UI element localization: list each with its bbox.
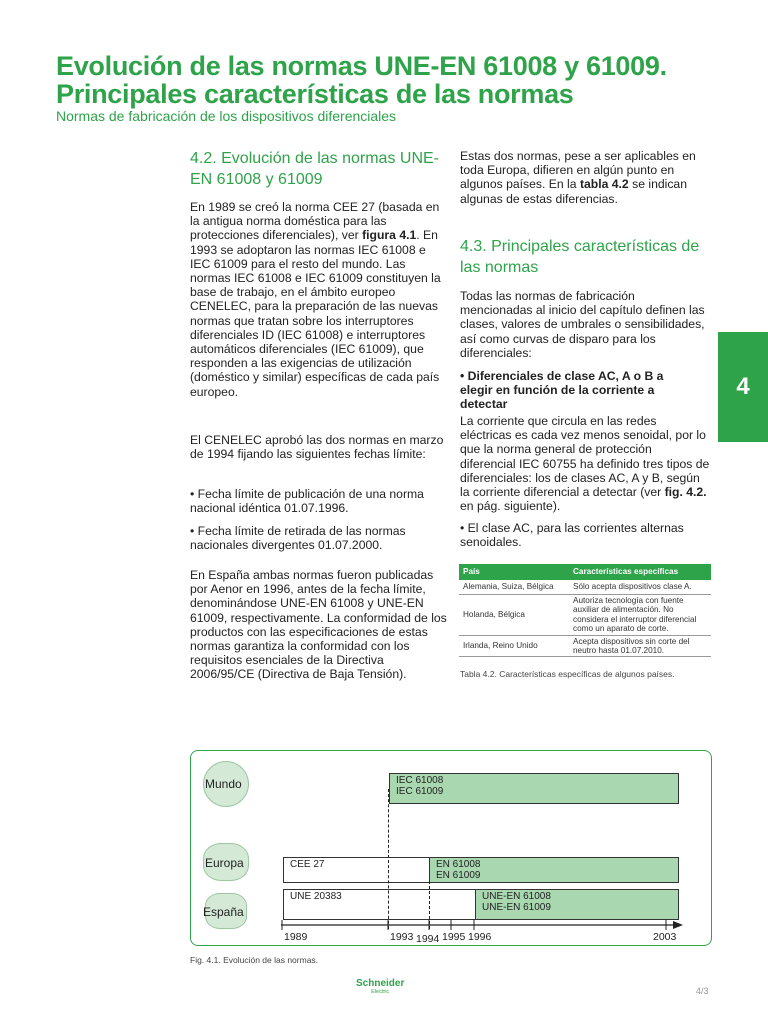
table-reference: tabla 4.2 (579, 177, 629, 192)
bar-label: UNE 20383 (290, 891, 342, 902)
chapter-tab: 4 (718, 332, 768, 442)
table-row (459, 595, 711, 636)
page-subtitle: Normas de fabricación de los dispositivos diferenciales (56, 108, 397, 124)
figure-reference: fig. 4.2. (664, 485, 707, 500)
timeline-bar-une-en (475, 889, 679, 920)
bar-label: CEE 27 (290, 859, 325, 870)
year-marker-1993 (388, 789, 389, 929)
bar-label: EN 61008 (436, 859, 481, 870)
timeline-bar-cee27 (283, 857, 430, 883)
column-header-specs: Características específicas (569, 564, 711, 580)
deadline-bullet-2: • Fecha límite de retirada de las normas nacionales divergentes 01.07.2000. (190, 524, 406, 553)
bar-label: IEC 61008 (396, 775, 444, 786)
deadline-bullet-1: • Fecha límite de publicación de una norma nacional idéntica 01.07.1996. (190, 487, 424, 516)
paragraph-text: Estas dos normas, pese a ser aplicables en toda Europa, difieren en algún punto en algunos países. En la (460, 149, 696, 192)
timeline-bar-en (429, 857, 679, 883)
section-heading-4-3: 4.3. Principales características de las normas (460, 238, 700, 276)
section-4-3-paragraph-1: Todas las normas de fabricación mencionadas al inicio del capítulo definen las clases, valores de umbrales o sensibilidades, así como curvas de disparo para los diferenciales: (460, 289, 705, 360)
paragraph-text: En 1989 se creó la norma CEE 27 (basada en la antigua norma doméstica para las protecciones diferenciales), ver (190, 200, 440, 243)
table-cell-country: Alemania, Suiza, Bélgica (459, 580, 569, 595)
column-header-country: País (459, 564, 569, 580)
logo-text: Schneider (356, 978, 405, 989)
table-caption: Tabla 4.2. Características específicas de algunos países. (460, 669, 675, 679)
section-4-2-paragraph-1 (190, 200, 448, 399)
year-label: 2003 (653, 931, 677, 943)
year-label: 1994 (416, 933, 440, 945)
page-number: 4/3 (696, 986, 709, 996)
paragraph-text: en pág. siguiente). (460, 499, 561, 514)
table-cell-country: Irlanda, Reino Unido (459, 635, 569, 657)
table-row (459, 635, 711, 657)
region-label-espana: España (203, 905, 244, 919)
section-heading-4-2: 4.2. Evolución de las normas UNE-EN 61008 y 61009 (190, 150, 439, 188)
timeline-bar-iec (389, 773, 679, 804)
figure-caption: Fig. 4.1. Evolución de las normas. (190, 955, 319, 965)
year-label: 1993 (390, 931, 414, 943)
section-4-2-paragraph-2: El CENELEC aprobó las dos normas en marzo de 1994 fijando las siguientes fechas límite: (190, 433, 444, 462)
country-differences-table (459, 564, 711, 657)
section-4-3-paragraph-2 (460, 414, 710, 513)
bar-label: UNE-EN 61009 (482, 901, 551, 913)
logo-subtext: Electric (371, 989, 390, 995)
timeline-bar-une20383 (283, 889, 476, 920)
paragraph-text: La corriente que circula en las redes eléctricas es cada vez menos senoidal, por lo que la norma general de protección diferencial IEC 60755 ha definido tres tipos de diferenciales: los de clases AC, A y B, según la corriente diferencial a detectar (ver (460, 414, 710, 500)
table-cell-spec: Sólo acepta dispositivos clase A. (569, 580, 711, 595)
figure-reference: figura 4.1 (362, 228, 417, 243)
table-row (459, 580, 711, 595)
class-ac-bullet: • El clase AC, para las corrientes alternas senoidales. (460, 521, 684, 550)
year-label: 1996 (468, 931, 492, 943)
region-label-mundo: Mundo (205, 777, 242, 791)
bar-label: EN 61009 (436, 869, 481, 881)
right-intro-paragraph (460, 149, 710, 206)
table-cell-spec: Autoriza tecnología con fuente auxiliar de alimentación. No considera el interruptor diferencial como un aparato de corte. (569, 595, 711, 636)
page-title: Evolución de las normas UNE-EN 61008 y 61009. Principales características de las normas (56, 51, 667, 109)
table-cell-country: Holanda, Bélgica (459, 595, 569, 636)
bar-label: IEC 61009 (396, 785, 444, 797)
table-header-row (459, 564, 711, 580)
class-bullet (460, 369, 680, 412)
paragraph-text: . En 1993 se adoptaron las normas IEC 61008 e IEC 61009 para el resto del mundo. Las normas IEC 61008 e IEC 61009 constituyen la base de trabajo, en el ámbito europeo CENELEC, para la preparación de las nuevas normas que tratan sobre los interruptores diferenciales ID (IEC 61008) e interruptores automáticos diferenciales (IEC 61009), que responden a las exigencias de utilización (doméstico y similar) específicas de cada país europeo. (190, 228, 441, 399)
section-4-2-paragraph-3: En España ambas normas fueron publicadas por Aenor en 1996, antes de la fecha límite, denominándose UNE-EN 61008 y UNE-EN 61009, respectivamente. La conformidad de los productos con las especificaciones de estas normas garantiza la conformidad con los requisitos esenciales de la Directiva 2006/95/CE (Directiva de Baja Tensión). (190, 568, 447, 682)
table-cell-spec: Acepta dispositivos sin corte del neutro hasta 01.07.2010. (569, 635, 711, 657)
schneider-logo (356, 979, 404, 997)
bar-label: UNE-EN 61008 (482, 891, 551, 902)
paragraph-text: se indican algunas de estas diferencias. (460, 177, 687, 206)
figure-frame (190, 750, 712, 946)
year-label: 1989 (284, 931, 308, 943)
year-label: 1995 (442, 931, 466, 943)
region-label-europa: Europa (205, 856, 244, 870)
bullet-heading: • Diferenciales de clase AC, A o B a elegir en función de la corriente a detectar (460, 369, 664, 412)
